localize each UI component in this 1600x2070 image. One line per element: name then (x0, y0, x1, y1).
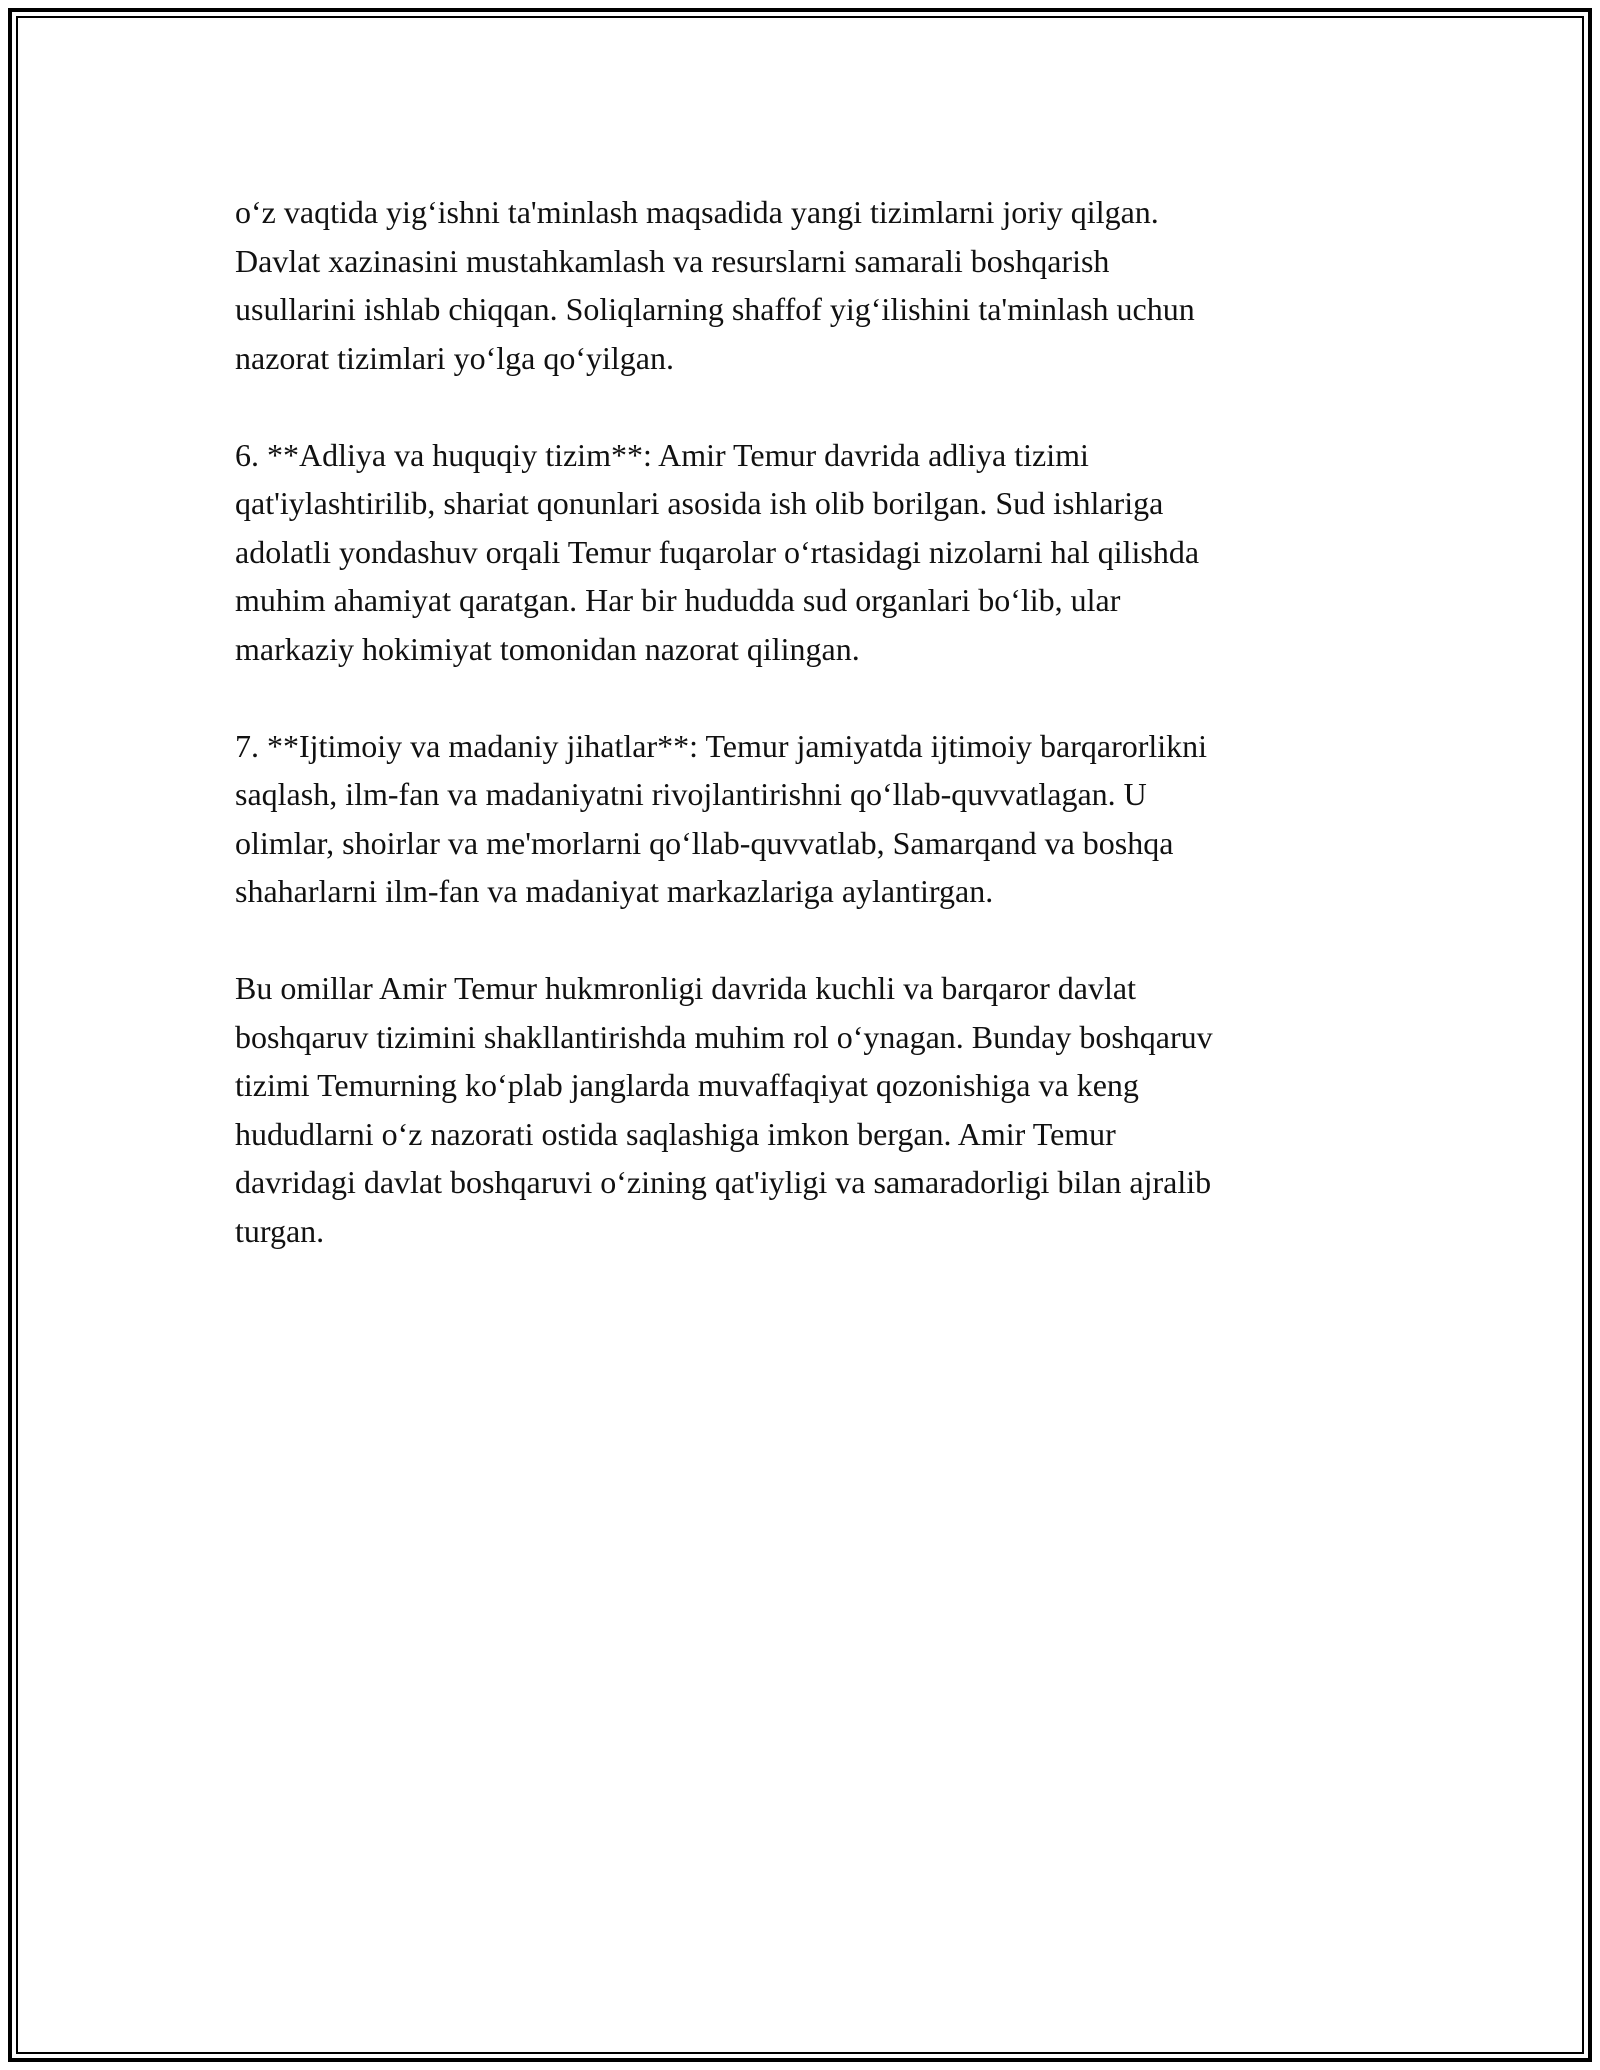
text-line: saqlash, ilm-fan va madaniyatni rivojlantirishni qo‘llab-quvvatlagan. U (235, 776, 1147, 812)
text-line: 6. **Adliya va huquqiy tizim**: Amir Temur davrida adliya tizimi (235, 436, 1089, 473)
paragraph-social-cultural (235, 722, 1375, 916)
text-line: hududlarni o‘z nazorati ostida saqlashiga imkon bergan. Amir Temur (235, 1115, 1116, 1152)
document-body (235, 188, 1375, 1304)
text-line: shaharlarni ilm-fan va madaniyat markazlariga aylantirgan. (235, 873, 994, 909)
text-line: Bu omillar Amir Temur hukmronligi davrida kuchli va barqaror davlat (235, 970, 1136, 1006)
text-line: o‘z vaqtida yig‘ishni ta'minlash maqsadida yangi tizimlarni joriy qilgan. (235, 194, 1159, 230)
text-line: markaziy hokimiyat tomonidan nazorat qilingan. (235, 630, 860, 667)
text-line: boshqaruv tizimini shakllantirishda muhim rol o‘ynagan. Bunday boshqaruv (235, 1018, 1213, 1055)
paragraph-tax-continuation (235, 188, 1375, 382)
text-line: 7. **Ijtimoiy va madaniy jihatlar**: Temur jamiyatda ijtimoiy barqarorlikni (235, 727, 1208, 764)
text-line: usullarini ishlab chiqqan. Soliqlarning shaffof yig‘ilishini ta'minlash uchun (235, 291, 1195, 327)
paragraph-judicial-system (235, 431, 1375, 674)
text-line: turgan. (235, 1212, 325, 1249)
text-line: muhim ahamiyat qaratgan. Har bir hududda sud organlari bo‘lib, ular (235, 582, 1121, 618)
text-line: davridagi davlat boshqaruvi o‘zining qat'iyligi va samaradorligi bilan ajralib (235, 1164, 1212, 1200)
text-line: qat'iylashtirilib, shariat qonunlari asosida ish olib borilgan. Sud ishlariga (235, 485, 1164, 521)
text-line: adolatli yondashuv orqali Temur fuqarolar o‘rtasidagi nizolarni hal qilishda (235, 533, 1200, 570)
text-line: nazorat tizimlari yo‘lga qo‘yilgan. (235, 339, 674, 376)
text-line: Davlat xazinasini mustahkamlash va resurslarni samarali boshqarish (235, 242, 1110, 279)
text-line: tizimi Temurning ko‘plab janglarda muvaffaqiyat qozonishiga va keng (235, 1067, 1139, 1103)
paragraph-conclusion (235, 964, 1375, 1255)
text-line: olimlar, shoirlar va me'morlarni qo‘llab-quvvatlab, Samarqand va boshqa (235, 824, 1174, 861)
